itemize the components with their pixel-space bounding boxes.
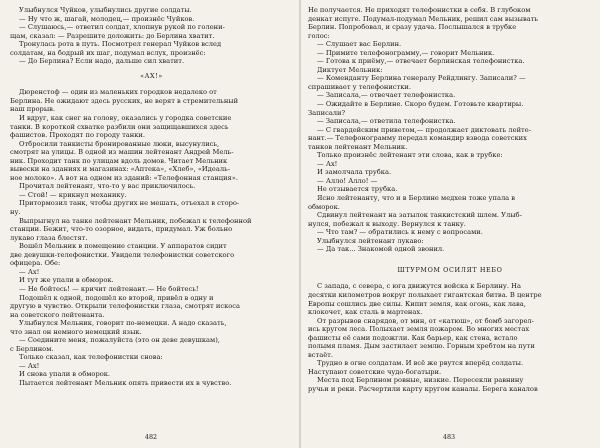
text-line: десятки километров вокруг полыхает гигантская битва. В центре: [308, 290, 542, 299]
text-line: Отбросили танкисты бронированные люки, высунулись,: [19, 139, 220, 148]
text-line: танков лейтенант Мельник.: [308, 142, 408, 151]
text-line: — Ожидайте в Берлине. Скоро будем. Готовьте квартиры.: [317, 100, 524, 109]
text-line: на советского лейтенанта.: [10, 310, 105, 319]
text-line: полымя пламя. Дым застилает землю. Горным хребтом на пути: [308, 342, 535, 351]
text-line: две девушки-телефонистки. Увидели телефонистки советского: [10, 250, 235, 259]
text-line: смотрят на улицы. В одной из машин лейтенант Андрей Мель-: [10, 148, 234, 157]
text-line: Прочитал лейтенант, что-то у вас приключилось.: [19, 182, 196, 191]
text-line: — Ах!: [317, 159, 338, 168]
text-line: с Берлином.: [10, 344, 54, 353]
text-line: денкат испуге. Подумал-подумал Мельник, решил сам вызывать: [308, 14, 539, 23]
text-line: Тронулась рота в путь. Посмотрел генерал Чуйков вслед: [19, 40, 222, 49]
text-line: солдатам, на бодрый их шаг, подумал вслух, произнёс:: [10, 48, 206, 57]
left-page-number: 482: [144, 433, 158, 442]
left-section-heading: «АХ!»: [140, 71, 163, 80]
text-line: — Ах!: [19, 361, 40, 370]
text-line: ну.: [10, 208, 21, 217]
text-line: — С гвардейским приветом,— продолжает диктовать лейте-: [317, 125, 531, 134]
text-line: Дюренстоф — один из маленьких городков недалеко от: [19, 88, 217, 97]
text-line: Наступают советские чудо-богатыри.: [308, 367, 442, 376]
text-line: Улыбнулся Чуйков, улыбнулись другие солдаты.: [19, 6, 192, 14]
right-text-block-1: [308, 6, 592, 254]
text-line: ручьи и реки. Расчертили карту кругом каналы. Берега каналов: [308, 384, 538, 393]
book-gutter: [299, 0, 301, 448]
text-line: Ясно лейтенанту, что и в Берлине медхен тоже упала в: [317, 194, 516, 203]
text-line: — До Берлина? Если надо, дальше сил хватит.: [19, 57, 185, 66]
text-line: — Слушает вас Берлин.: [317, 40, 402, 49]
text-line: спрашивает у телефонистки.: [308, 82, 411, 91]
text-line: — Записала,— отвечает телефонистка.: [317, 91, 456, 100]
text-line: — Ну что ж, шагай, молодец,— произнёс Чуйков.: [19, 14, 195, 23]
right-page: [308, 6, 592, 442]
text-line: Места под Берлином ровные, низкие. Пересекли равнину: [317, 376, 524, 385]
text-line: клокочет, как сталь в мартенах.: [308, 308, 423, 317]
text-line: — Что там? — обратились к нему с вопросами.: [317, 228, 483, 237]
left-text-block-1: [10, 6, 293, 66]
right-section-heading: ШТУРМОМ ОСИЛЯТ НЕБО: [397, 265, 503, 274]
text-line: — Соедините меня, пожалуйста (это он деве девушкам),: [19, 336, 220, 345]
text-line: — Не бойтесь! — кричит лейтенант.— Не бойтесь!: [19, 284, 199, 293]
text-line: Не получается. Не приходят телефонистки в себя. В глубоком: [308, 6, 531, 14]
text-line: Только произнёс лейтенант эти слова, как в трубке:: [317, 151, 503, 160]
left-text-block-2: [10, 88, 293, 387]
text-line: нулся, побежал к выходу. Вернулся к танку.: [308, 219, 466, 228]
text-line: Вошёл Мельник в помещение станции. У аппаратов сидит: [19, 242, 227, 251]
text-line: От разрывов снарядов, от мин, от «катюш», от бомб загорел-: [317, 316, 534, 325]
text-line: Не отзывается трубка.: [317, 185, 398, 194]
text-line: Улыбнулся Мельник, говорит по-немецки. А надо сказать,: [19, 319, 227, 328]
text-line: — Стой! — крикнул механику.: [19, 190, 127, 199]
text-line: фашисты её сами подожгли. Как барьер, как стена, встало: [308, 333, 518, 342]
text-line: — Да так... Знакомой одной звонил.: [317, 245, 445, 254]
text-line: голос:: [308, 31, 330, 40]
text-line: С запада, с севера, с юга движутся войска к Берлину. На: [317, 282, 521, 291]
text-line: И замолчала трубка.: [317, 168, 392, 177]
text-line: И снова упали в обморок.: [19, 370, 111, 379]
text-line: — Ах!: [19, 267, 40, 276]
right-text-block-2: [308, 282, 592, 393]
text-line: ись кругом леса. Полыхает земля пожаром. Во многих местах: [308, 325, 530, 334]
text-line: лукаво глаза блестят.: [10, 233, 88, 242]
text-line: станции. Бежит, что-то озорное, видать, придумал. Уж больно: [10, 225, 233, 234]
text-line: наш прорыв.: [10, 105, 56, 114]
left-page: [10, 6, 293, 442]
text-line: вывески на зданиях и магазинах: «Аптека», «Хлеб», «Идеаль-: [10, 165, 230, 174]
text-line: Сдвинул лейтенант на затылок танкистский шлем. Улыб-: [317, 211, 522, 220]
text-line: И тут же упали в обморок.: [19, 276, 114, 285]
text-line: И вдруг, как снег на голову, оказались у городка советские: [19, 114, 232, 123]
text-line: Притормозил танк, чтобы других не мешать, отъехал в сторо-: [19, 199, 240, 208]
text-line: — Примите телефонограмму,— говорит Мельник.: [317, 48, 495, 57]
text-line: ник. Проходит танк по улицам вдоль домов. Читает Мельник: [10, 156, 228, 165]
text-line: офицера. Обе:: [10, 259, 61, 268]
text-line: Записали?: [308, 108, 346, 117]
text-line: Пытается лейтенант Мельник опять привести их в чувство.: [19, 378, 232, 387]
text-line: Улыбнулся лейтенант лукаво:: [317, 236, 424, 245]
text-line: танки. В короткой схватке разбили они защищавшихся здесь: [10, 122, 229, 131]
right-page-number: 483: [442, 433, 456, 442]
text-line: что знал он немного немецкий язык.: [10, 327, 142, 336]
text-line: Европы сошлись две силы. Кипит земля, как огонь, как лава,: [308, 299, 526, 308]
text-line: щам, сказал: — Разрешите доложить: до Берлина хватит.: [10, 31, 215, 40]
text-line: — Записала,— ответила телефонистка.: [317, 117, 456, 126]
text-line: Трудно в огне солдатам. И всё же рвутся вперёд солдаты.: [317, 359, 524, 368]
text-line: Подошёл к одной, подошёл ко второй, привёл в одну и: [19, 293, 214, 302]
text-line: — Коменданту Берлина генералу Рейдлингу. Записали? —: [317, 74, 526, 83]
text-line: — Алло! Алло! —: [317, 176, 378, 185]
text-line: Только сказал, как телефонистки снова:: [19, 353, 163, 362]
text-line: ное молоко». А вот на одном из зданий: «Телефонная станция».: [10, 173, 238, 182]
text-line: фашистов. Проходят по городу танки.: [10, 131, 146, 140]
text-line: Берлин. Попробовал, и сразу удача. Послышался в трубке: [308, 23, 517, 32]
text-line: Берлина. Не ожидают здесь русских, не верят в стремительный: [10, 96, 239, 105]
text-line: — Слушаюсь,— ответил солдат, хлопнув рукой по голени-: [19, 23, 225, 32]
text-line: нант.— Телефонограмму передал командир взвода советских: [308, 134, 527, 143]
text-line: обморок.: [308, 202, 340, 211]
text-line: Диктует Мельник:: [317, 65, 383, 74]
text-line: Выпрыгнул на танке лейтенант Мельник, побежал к телефонной: [19, 216, 252, 225]
text-line: другую в чувство. Открыли телефонистки глаза, смотрят искоса: [10, 302, 241, 311]
text-line: — Готова к приёму,— отвечает берлинская телефонистка.: [317, 57, 525, 66]
text-line: встаёт.: [308, 350, 333, 359]
